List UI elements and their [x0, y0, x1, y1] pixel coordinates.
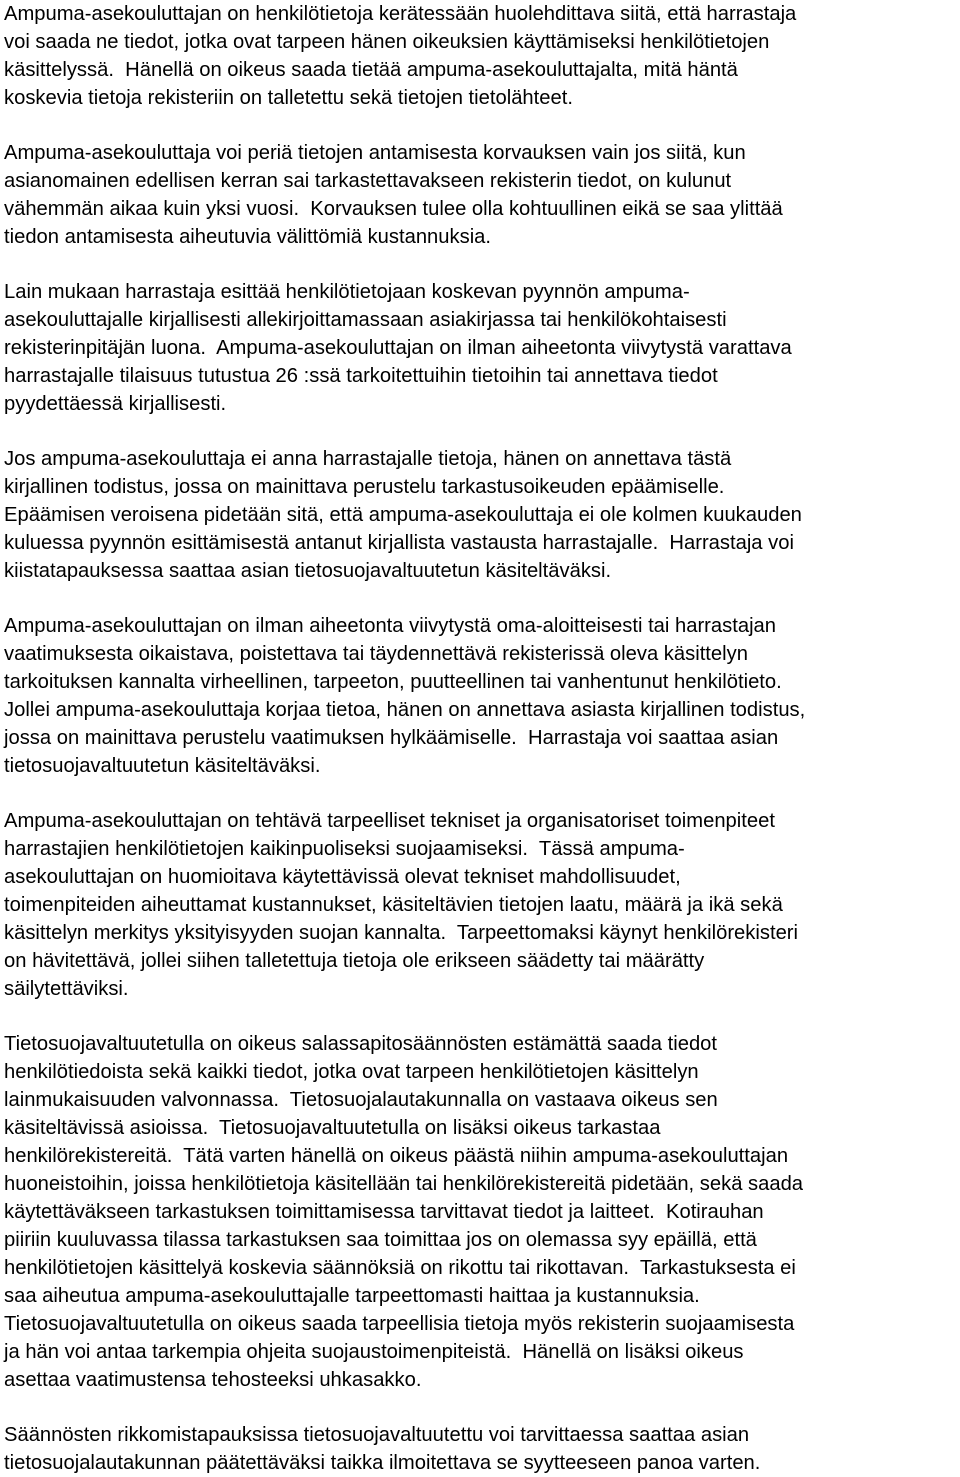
text-line: henkilötiedoista sekä kaikki tiedot, jotka ovat tarpeen henkilötietojen käsittelyn — [4, 1061, 699, 1083]
text-line: asekouluttajalle kirjallisesti allekirjoittamassaan asiakirjassa tai henkilökohtaisesti — [4, 309, 727, 331]
text-line: saa aiheutua ampuma-asekouluttajalle tarpeettomasti haittaa ja kustannuksia. — [4, 1285, 700, 1307]
text-line: kuluessa pyynnön esittämisestä antanut kirjallista vastausta harrastajalle. Harrastaja voi — [4, 532, 794, 554]
text-line: henkilörekistereitä. Tätä varten hänellä on oikeus päästä niihin ampuma-asekouluttajan — [4, 1145, 789, 1167]
paragraph-6 — [4, 807, 956, 1003]
text-line: Ampuma-asekouluttajan on ilman aiheetonta viivytystä oma-aloitteisesti tai harrastajan — [4, 615, 777, 637]
paragraph-4 — [4, 445, 956, 585]
text-line: on hävitettävä, jollei siihen talletettuja tietoja ole erikseen säädetty tai määrätty — [4, 950, 705, 972]
text-line: Epäämisen veroisena pidetään sitä, että ampuma-asekouluttaja ei ole kolmen kuukauden — [4, 504, 802, 526]
text-line: tiedon antamisesta aiheutuvia välittömiä kustannuksia. — [4, 226, 492, 248]
text-line: kiistatapauksessa saattaa asian tietosuojavaltuutetun käsiteltäväksi. — [4, 560, 612, 582]
text-line: koskevia tietoja rekisteriin on talletettu sekä tietojen tietolähteet. — [4, 87, 573, 109]
text-line: käsiteltävissä asioissa. Tietosuojavaltuutetulla on lisäksi oikeus tarkastaa — [4, 1117, 661, 1139]
text-line: harrastajalle tilaisuus tutustua 26 :ssä tarkoitettuihin tietoihin tai annettava tiedot — [4, 365, 718, 387]
text-line: harrastajien henkilötietojen kaikinpuoliseksi suojaamiseksi. Tässä ampuma- — [4, 838, 685, 860]
text-line: tietosuojalautakunnan päätettäväksi taikka ilmoitettava se syytteeseen panoa varten. — [4, 1452, 761, 1474]
text-line: lainmukaisuuden valvonnassa. Tietosuojalautakunnalla on vastaava oikeus sen — [4, 1089, 718, 1111]
text-line: Ampuma-asekouluttajan on henkilötietoja kerätessään huolehdittava siitä, että harrastaja — [4, 3, 797, 25]
paragraph-1 — [4, 0, 956, 112]
text-line: henkilötietojen käsittelyä koskevia säännöksiä on rikottu tai rikottavan. Tarkastuksesta ei — [4, 1257, 796, 1279]
paragraph-7 — [4, 1030, 956, 1394]
text-line: vaatimuksesta oikaistava, poistettava tai täydennettävä rekisterissä oleva käsittelyn — [4, 643, 748, 665]
text-line: jossa on mainittava perustelu vaatimuksen hylkäämiselle. Harrastaja voi saattaa asian — [4, 727, 779, 749]
paragraph-5 — [4, 612, 956, 780]
text-line: Säännösten rikkomistapauksissa tietosuojavaltuutettu voi tarvittaessa saattaa asian — [4, 1424, 750, 1446]
text-line: ja hän voi antaa tarkempia ohjeita suojaustoimenpiteistä. Hänellä on lisäksi oikeus — [4, 1341, 744, 1363]
text-line: käytettäväkseen tarkastuksen toimittamisessa tarvittavat tiedot ja laitteet. Kotirauhan — [4, 1201, 764, 1223]
text-line: Tietosuojavaltuutetulla on oikeus saada tarpeellisia tietoja myös rekisterin suojaamisesta — [4, 1313, 795, 1335]
text-line: rekisterinpitäjän luona. Ampuma-asekouluttajan on ilman aiheetonta viivytystä varattava — [4, 337, 792, 359]
text-line: pyydettäessä kirjallisesti. — [4, 393, 227, 415]
text-line: käsittelyssä. Hänellä on oikeus saada tietää ampuma-asekouluttajalta, mitä häntä — [4, 59, 738, 81]
text-line: asekouluttajan on huomioitava käytettävissä olevat tekniset mahdollisuudet, — [4, 866, 681, 888]
text-line: voi saada ne tiedot, jotka ovat tarpeen hänen oikeuksien käyttämiseksi henkilötietojen — [4, 31, 770, 53]
text-line: Ampuma-asekouluttajan on tehtävä tarpeelliset tekniset ja organisatoriset toimenpiteet — [4, 810, 775, 832]
text-line: Lain mukaan harrastaja esittää henkilötietojaan koskevan pyynnön ampuma- — [4, 281, 690, 303]
text-line: Jollei ampuma-asekouluttaja korjaa tietoa, hänen on annettava asiasta kirjallinen todistus, — [4, 699, 806, 721]
document-body — [4, 0, 956, 1477]
text-line: toimenpiteiden aiheuttamat kustannukset, käsiteltävien tietojen laatu, määrä ja ikä sekä — [4, 894, 783, 916]
text-line: piiriin kuuluvassa tilassa tarkastuksen saa toimittaa jos on olemassa syy epäillä, että — [4, 1229, 757, 1251]
text-line: kirjallinen todistus, jossa on mainittava perustelu tarkastusoikeuden epäämiselle. — [4, 476, 725, 498]
document-page — [4, 0, 956, 1477]
text-line: huoneistoihin, joissa henkilötietoja käsitellään tai henkilörekistereitä pidetään, sekä saada — [4, 1173, 804, 1195]
text-line: käsittelyn merkitys yksityisyyden suojan kannalta. Tarpeettomaksi käynyt henkilörekisteri — [4, 922, 799, 944]
paragraph-2 — [4, 139, 956, 251]
text-line: vähemmän aikaa kuin yksi vuosi. Korvauksen tulee olla kohtuullinen eikä se saa ylittää — [4, 198, 783, 220]
text-line: asettaa vaatimustensa tehosteeksi uhkasakko. — [4, 1369, 422, 1391]
text-line: tarkoituksen kannalta virheellinen, tarpeeton, puutteellinen tai vanhentunut henkilötieto. — [4, 671, 782, 693]
text-line: Ampuma-asekouluttaja voi periä tietojen antamisesta korvauksen vain jos siitä, kun — [4, 142, 746, 164]
text-line: Jos ampuma-asekouluttaja ei anna harrastajalle tietoja, hänen on annettava tästä — [4, 448, 732, 470]
text-line: asianomainen edellisen kerran sai tarkastettavakseen rekisterin tiedot, on kulunut — [4, 170, 732, 192]
paragraph-3 — [4, 278, 956, 418]
text-line: Tietosuojavaltuutetulla on oikeus salassapitosäännösten estämättä saada tiedot — [4, 1033, 718, 1055]
text-line: säilytettäviksi. — [4, 978, 129, 1000]
text-line: tietosuojavaltuutetun käsiteltäväksi. — [4, 755, 321, 777]
